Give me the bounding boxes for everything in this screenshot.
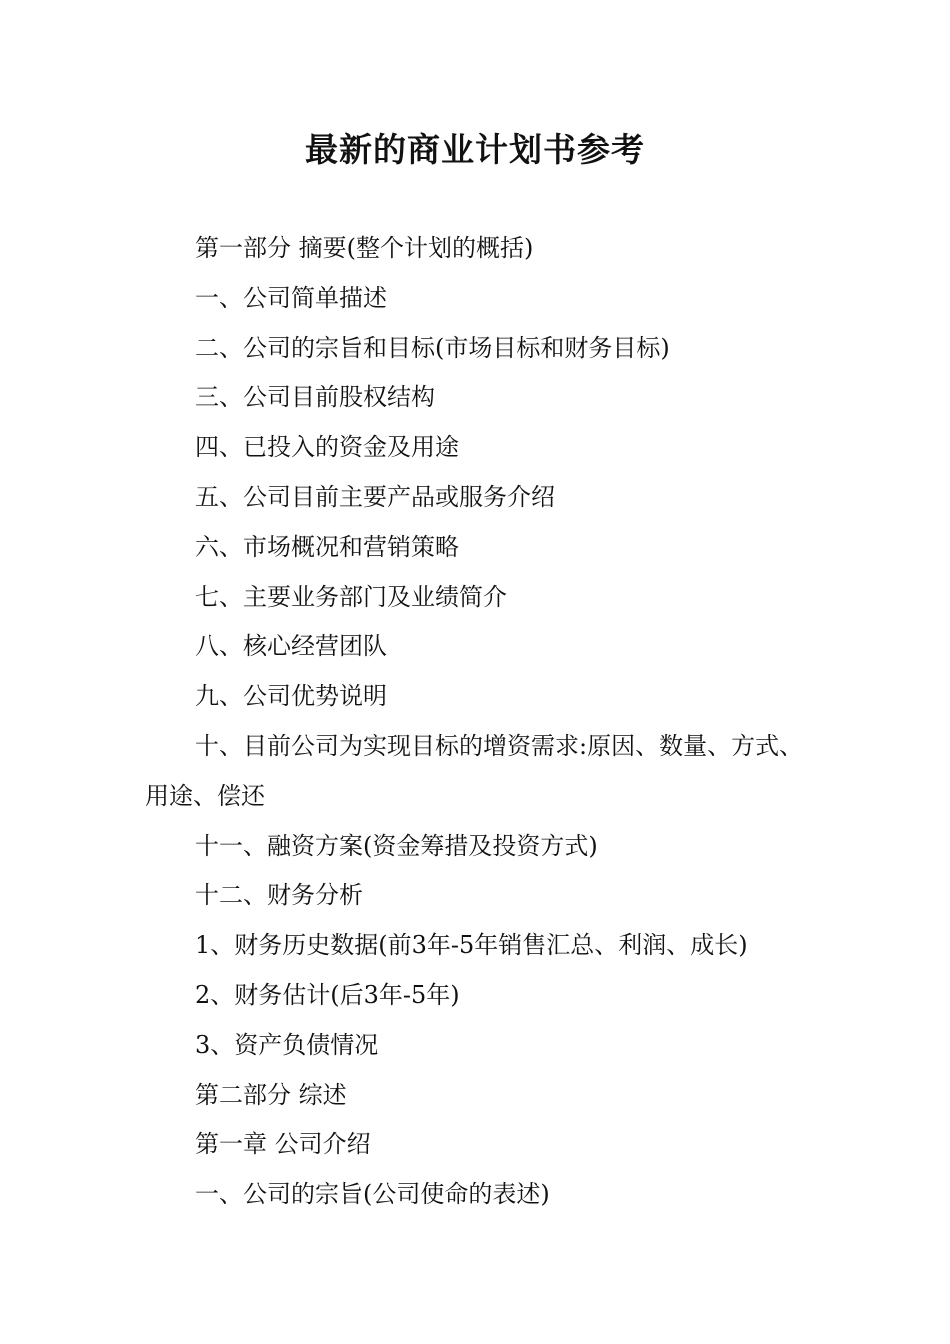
paragraph-financial-forecast: 2、财务估计(后3年-5年) xyxy=(195,980,460,1009)
paragraph-departments-performance: 七、主要业务部门及业绩简介 xyxy=(195,582,507,611)
paragraph-company-mission: 一、公司的宗旨(公司使命的表述) xyxy=(195,1180,550,1209)
paragraph-financial-analysis: 十二、财务分析 xyxy=(195,881,363,910)
paragraph-financing-plan: 十一、融资方案(资金筹措及投资方式) xyxy=(195,831,598,860)
paragraph-equity-structure: 三、公司目前股权结构 xyxy=(195,383,435,412)
paragraph-chapter-one: 第一章 公司介绍 xyxy=(195,1130,371,1159)
paragraph-company-description: 一、公司简单描述 xyxy=(195,283,387,312)
paragraph-part-one-summary: 第一部分 摘要(整个计划的概括) xyxy=(195,234,534,262)
paragraph-invested-capital: 四、已投入的资金及用途 xyxy=(195,433,459,462)
paragraph-part-two-overview: 第二部分 综述 xyxy=(195,1080,347,1109)
paragraph-market-marketing: 六、市场概况和营销策略 xyxy=(195,532,459,561)
document-body xyxy=(145,224,810,1220)
paragraph-products-services: 五、公司目前主要产品或服务介绍 xyxy=(195,482,555,511)
paragraph-company-advantages: 九、公司优势说明 xyxy=(195,682,387,711)
paragraph-mission-goals: 二、公司的宗旨和目标(市场目标和财务目标) xyxy=(195,333,670,362)
document-title: 最新的商业计划书参考 xyxy=(305,130,645,169)
paragraph-balance-sheet: 3、资产负债情况 xyxy=(195,1030,379,1059)
paragraph-financial-history: 1、财务历史数据(前3年-5年销售汇总、利润、成长) xyxy=(195,931,748,960)
paragraph-capital-needs: 十、目前公司为实现目标的增资需求:原因、数量、方式、用途、偿还 xyxy=(145,731,804,810)
paragraph-core-team: 八、核心经营团队 xyxy=(195,632,387,661)
